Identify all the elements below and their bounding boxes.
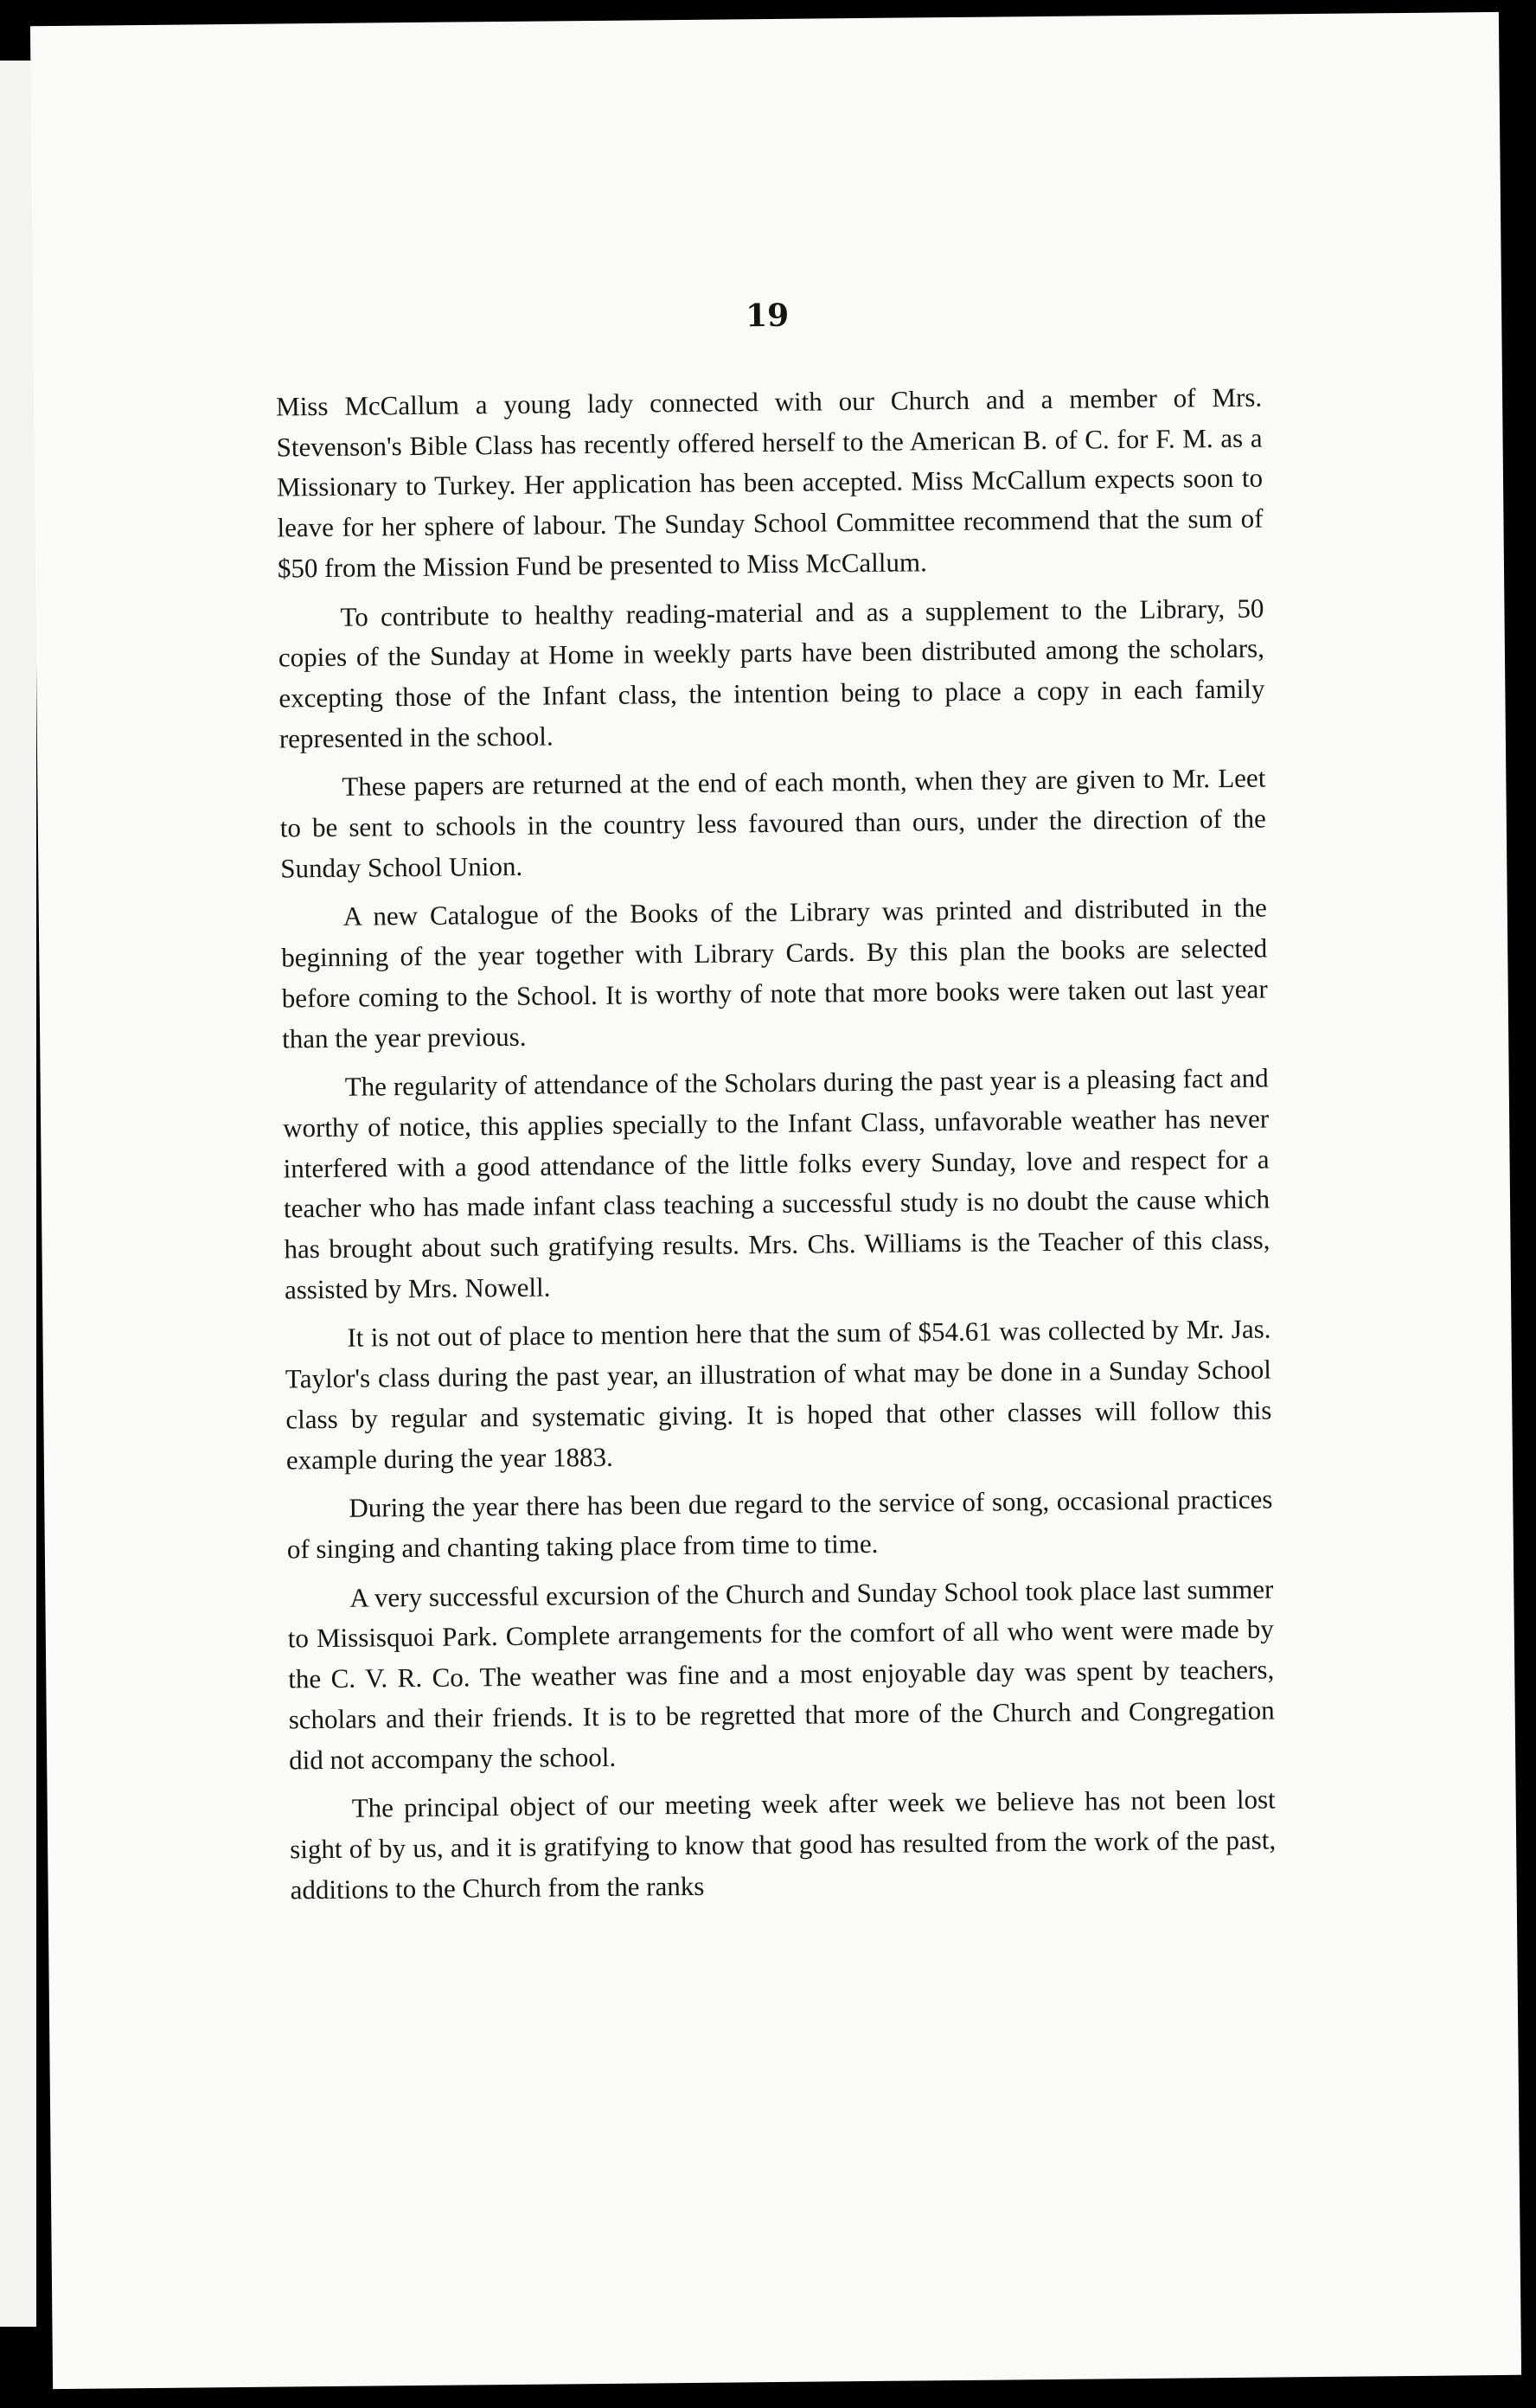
paragraph-attendance: The regularity of attendance of the Scholars during the past year is a pleasing fact and worthy of notice, this applies specially to the Infant Class, unfavorable weather has never interfered with a good attendance of the little folks every Sunday, love and respect for a teacher who has made infant class teaching a successful study is no doubt the cause which has brought about such gratifying results. Mrs. Chs. Williams is the Teacher of this class, assisted by Mrs. Nowell.: [282, 1062, 1270, 1305]
body-text: [276, 378, 1277, 1919]
paragraph-collection: It is not out of place to mention here that the sum of $54.61 was collected by Mr. Jas. Taylor's class during the past year, an illustration of what may be done in a Sunday School class by regular and systematic giving. It is hoped that other classes will follow this example during the year 1883.: [285, 1313, 1272, 1476]
paragraph-excursion: A very successful excursion of the Church and Sunday School took place last summer to Missisquoi Park. Complete arrangements for the comfort of all who went were made by the C. V. R. Co. The weather was fine and a most enjoyable day was spent by teachers, scholars and their friends. It is to be regretted that more of the Church and Congregation did not accompany the school.: [287, 1573, 1275, 1775]
paragraph-papers-returned: These papers are returned at the end of each month, when they are given to Mr. Leet to be sent to schools in the country less favoured than ours, under the direction of the Sunday School Union.: [279, 762, 1266, 884]
paragraph-reading-material: To contribute to healthy reading-material and as a supplement to the Library, 50 copies of the Sunday at Home in weekly parts have been distributed among the scholars, excepting those of the Infant class, the intention being to place a copy in each family represented in the school.: [278, 592, 1265, 754]
paragraph-missionary: Miss McCallum a young lady connected with our Church and a member of Mrs. Stevenson's Bible Class has recently offered herself to the American B. of C. for F. M. as a Missionary to Turkey. Her application has been accepted. Miss McCallum expects soon to leave for her sphere of labour. The Sunday School Committee recommend that the sum of $50 from the Mission Fund be presented to Miss McCallum.: [275, 381, 1264, 584]
book-page: [30, 12, 1521, 2389]
page-number: 19: [745, 297, 790, 335]
paragraph-song: During the year there has been due regard to the service of song, occasional practices of singing and chanting taking place from time to time.: [286, 1483, 1273, 1565]
paragraph-principal-object: The principal object of our meeting week after week we believe has not been lost sight of by us, and it is gratifying to know that good has resulted from the work of the past, additions to the Church from the ranks: [290, 1784, 1277, 1905]
previous-page-edge: [0, 61, 36, 2327]
paragraph-catalogue: A new Catalogue of the Books of the Library was printed and distributed in the beginning of the year together with Library Cards. By this plan the books are selected before coming to the School. It is worthy of note that more books were taken out last year than the year previous.: [281, 892, 1268, 1054]
